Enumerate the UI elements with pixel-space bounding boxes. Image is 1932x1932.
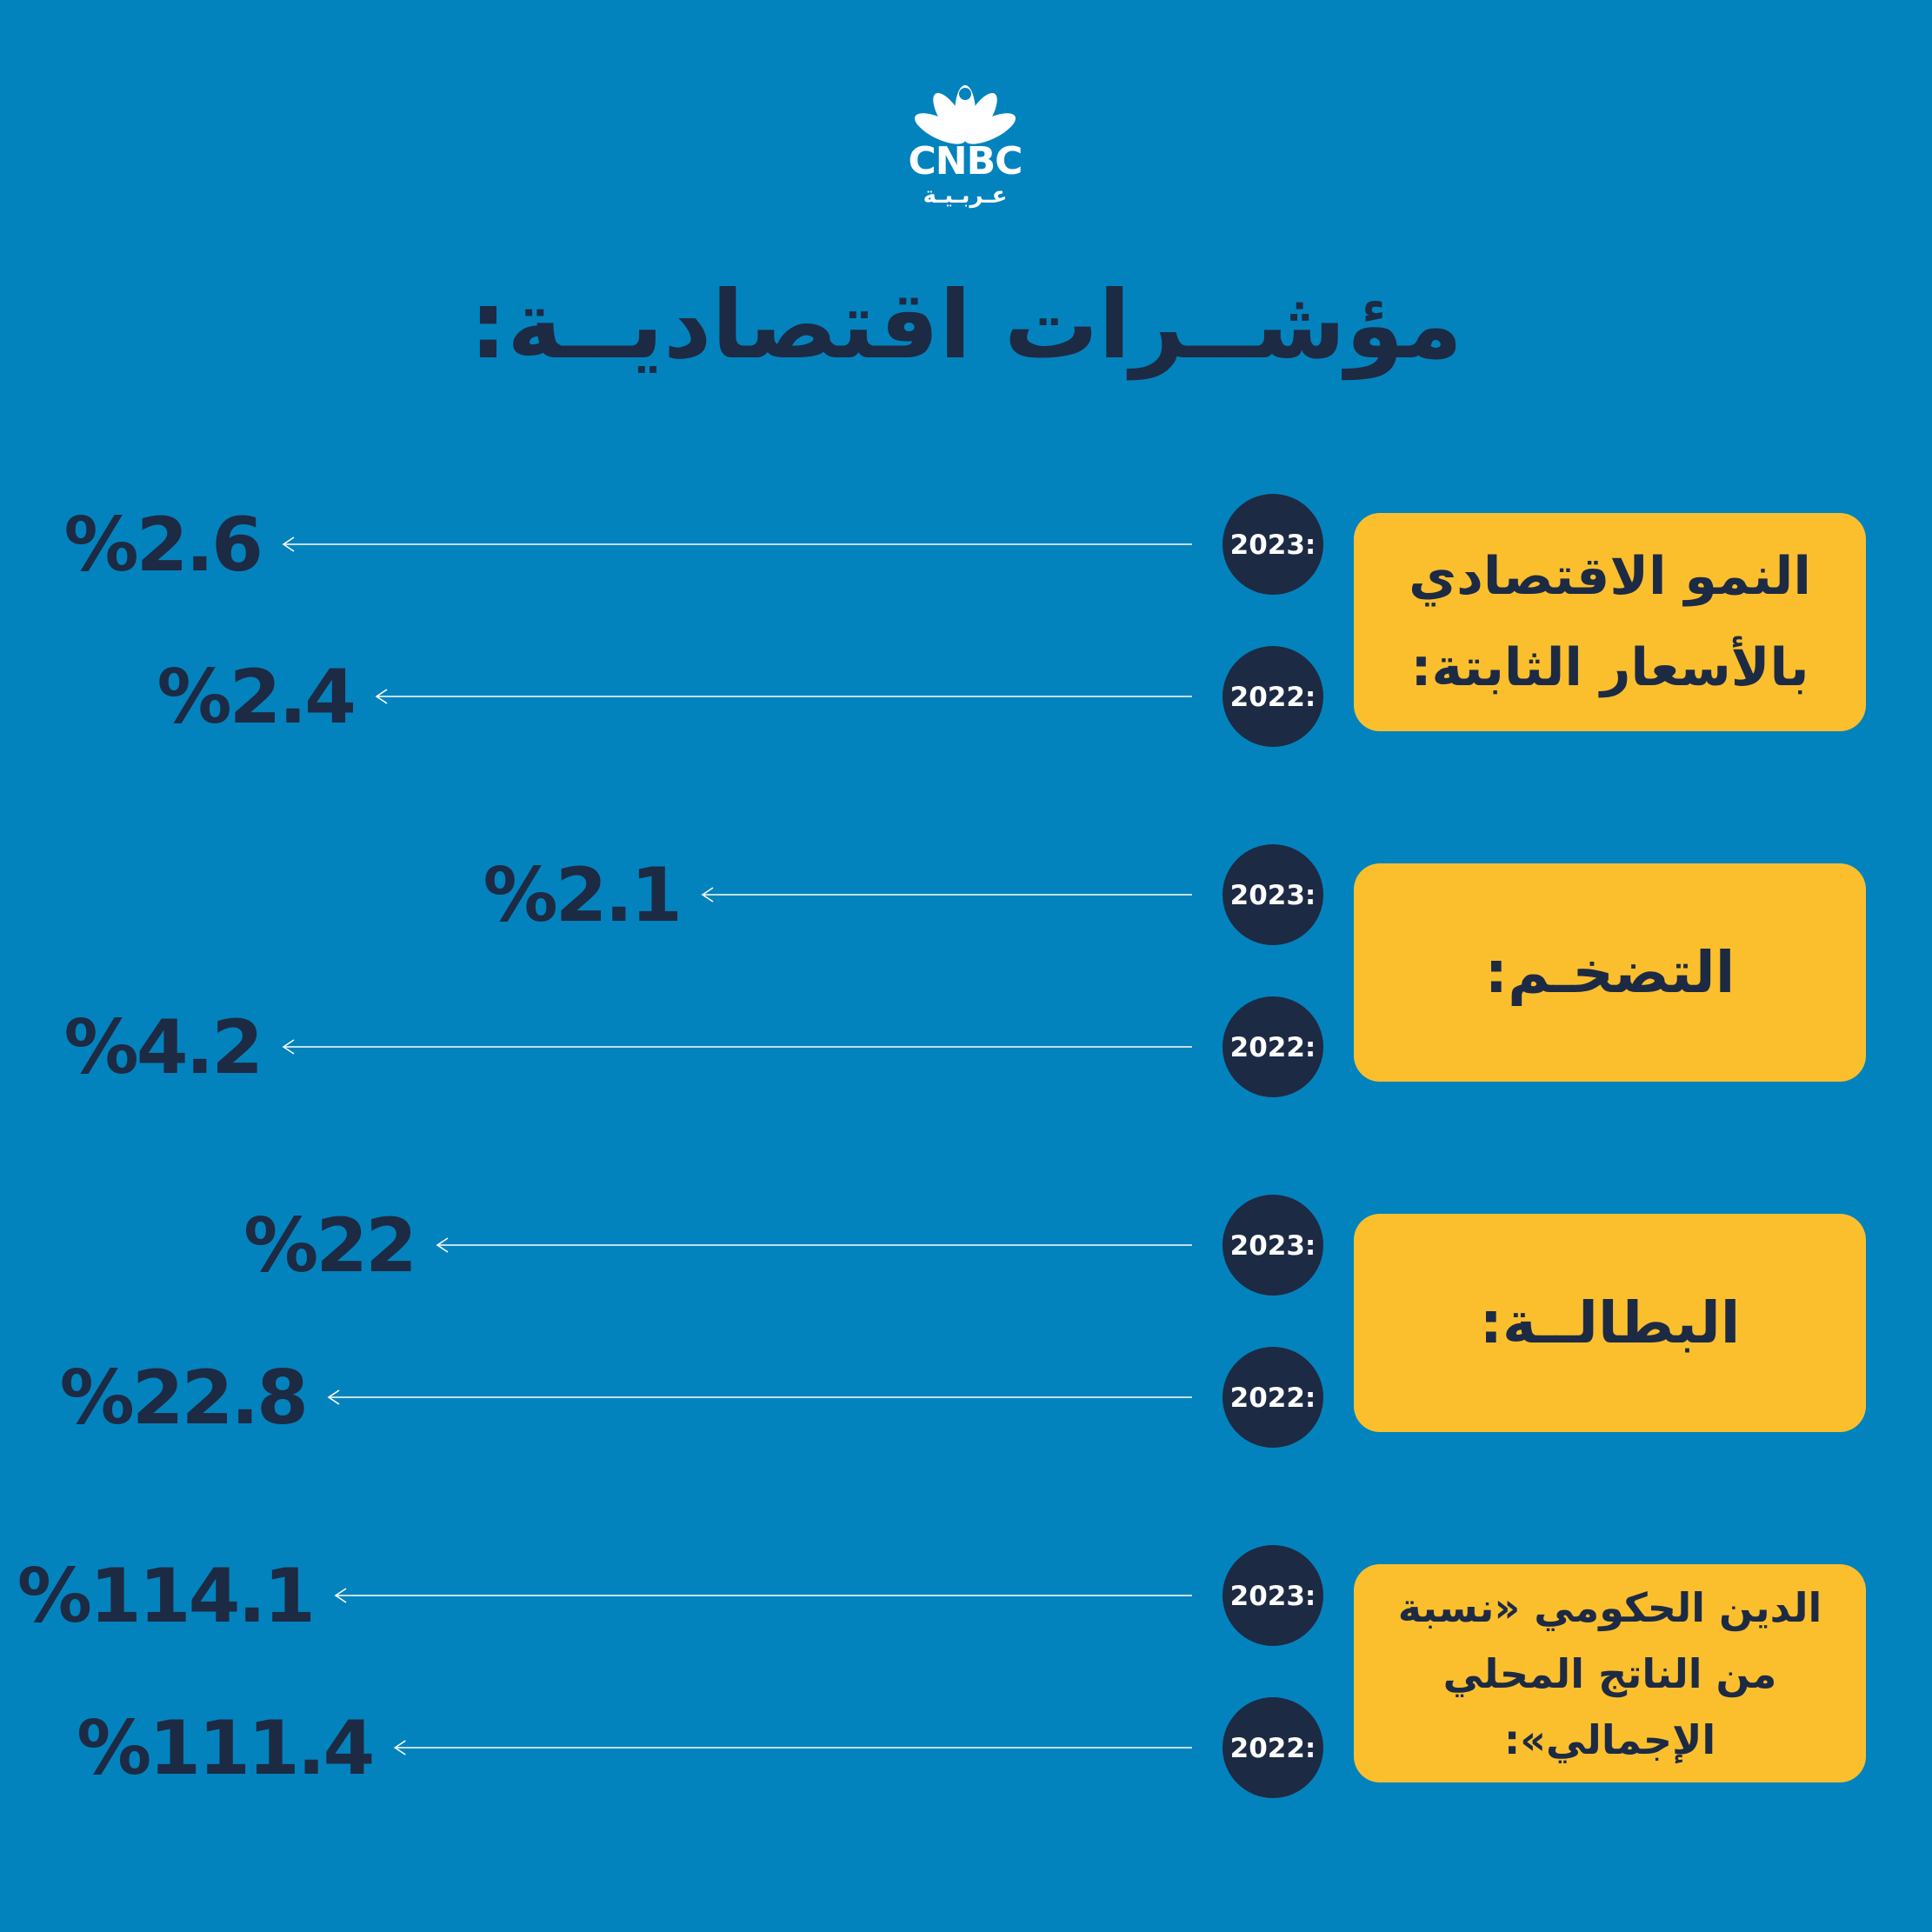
value-label: %4.2 [63,1004,262,1091]
value-label: %2.6 [63,502,261,589]
value-label: %22 [243,1203,415,1289]
year-label: 2022: [1229,1733,1316,1764]
category-label: التضخـم: [1354,863,1866,1082]
year-label: 2023: [1229,880,1316,911]
value-label: %114.1 [17,1553,313,1640]
value-label: %111.4 [77,1705,373,1792]
category-label: النمو الاقتصادي بالأسعار الثابتة: [1354,513,1866,731]
logo-subtext: عـربـيـة [923,183,1008,209]
value-label: %22.8 [59,1355,306,1442]
year-label: 2022: [1229,1032,1316,1063]
year-label: 2023: [1229,530,1316,561]
year-label: 2022: [1229,1382,1316,1414]
category-label: البطالــة: [1354,1214,1866,1432]
category-label: الدين الحكومي «نسبة من الناتج المحلي الإجمالي»: [1354,1564,1866,1782]
year-label: 2023: [1229,1581,1316,1612]
year-label: 2023: [1229,1230,1316,1262]
year-label: 2022: [1229,682,1316,713]
value-label: %2.4 [157,654,354,741]
value-label: %2.1 [483,852,680,939]
logo-text: CNBC [908,139,1023,183]
page-title: مؤشــرات اقتصاديــة: [469,271,1463,380]
